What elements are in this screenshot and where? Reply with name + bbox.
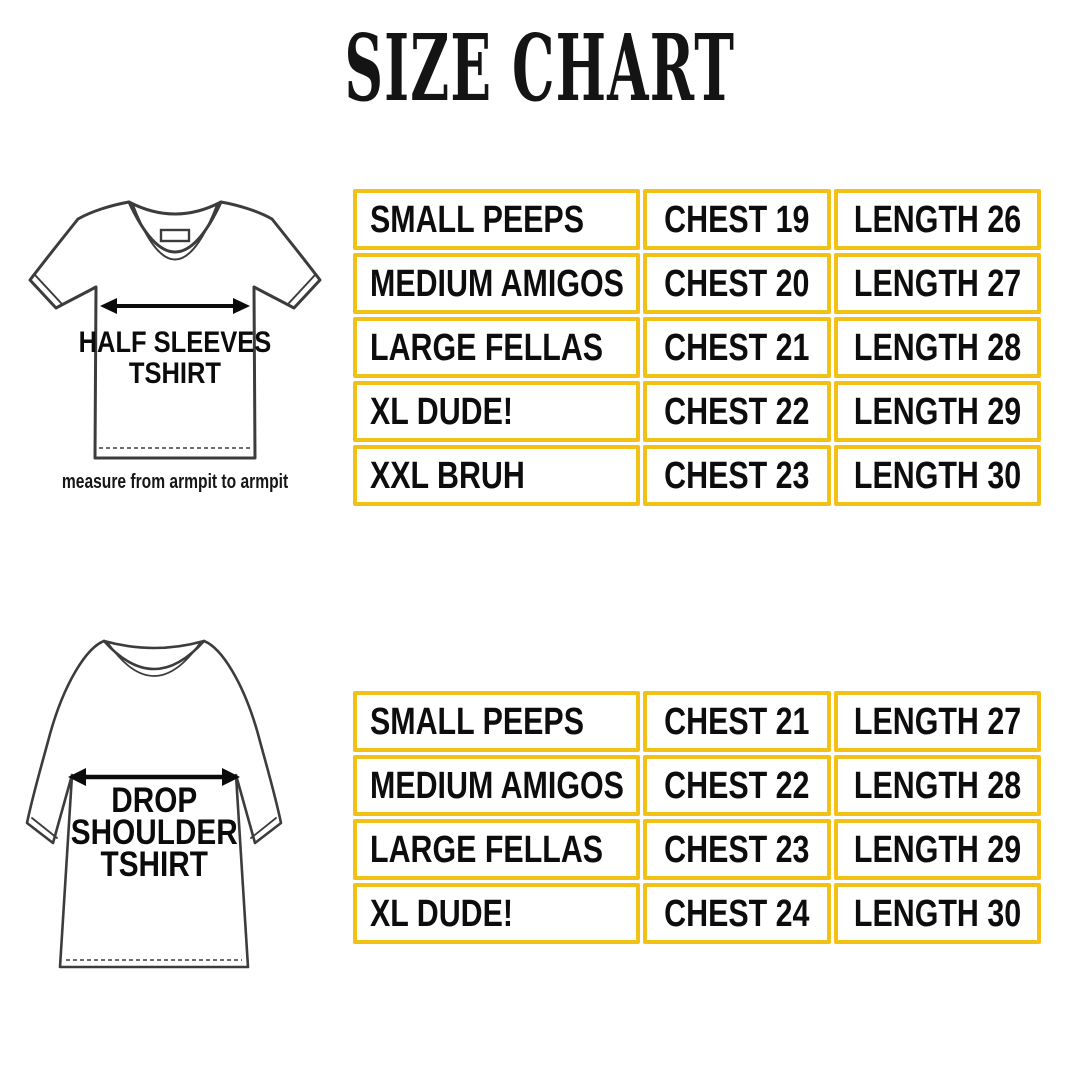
size-row [353,189,1041,250]
half-sleeves-shirt-figure [16,186,334,494]
cell-text: CHEST 23 [664,828,810,871]
chest-cell [643,691,831,752]
cell-text: XL DUDE! [370,892,514,935]
size-row [353,691,1041,752]
size-name-cell [353,691,640,752]
half-sleeves-size-table [353,189,1041,506]
chest-cell [643,317,831,378]
length-cell [834,691,1041,752]
cell-text: SMALL PEEPS [370,198,584,241]
size-name-cell [353,253,640,314]
chest-cell [643,819,831,880]
size-row [353,381,1041,442]
size-row [353,445,1041,506]
chest-cell [643,755,831,816]
half-sleeves-tshirt-icon [16,186,334,464]
size-row [353,819,1041,880]
cell-text: XXL BRUH [370,454,525,497]
size-name-cell [353,445,640,506]
size-row [353,883,1041,944]
drop-shoulder-tshirt-icon [14,614,300,990]
cell-text: CHEST 21 [664,700,810,743]
measure-caption-text: measure from armpit to armpit [61,471,289,493]
cell-text: CHEST 22 [664,764,810,807]
chest-cell [643,381,831,442]
drop-shoulder-shirt-figure [14,614,300,995]
cell-text: LENGTH 30 [853,454,1022,497]
cell-text: LENGTH 29 [853,390,1022,433]
cell-text: CHEST 21 [664,326,810,369]
shirt-type-label-line2: SHOULDER [70,812,238,852]
size-row [353,755,1041,816]
chest-cell [643,189,831,250]
cell-text: MEDIUM AMIGOS [370,262,624,305]
shirt-type-label-line1: HALF SLEEVES [78,325,272,359]
size-row [353,317,1041,378]
length-cell [834,189,1041,250]
measure-caption [16,471,334,494]
cell-text: LARGE FELLAS [370,326,604,369]
length-cell [834,445,1041,506]
cell-text: LENGTH 29 [853,828,1022,871]
cell-text: LARGE FELLAS [370,828,604,871]
size-row [353,253,1041,314]
cell-text: CHEST 24 [664,892,810,935]
drop-shoulder-size-table [353,691,1041,944]
size-name-cell [353,317,640,378]
size-name-cell [353,755,640,816]
size-name-cell [353,189,640,250]
chest-cell [643,253,831,314]
cell-text: LENGTH 26 [853,198,1022,241]
length-cell [834,755,1041,816]
cell-text: CHEST 22 [664,390,810,433]
length-cell [834,253,1041,314]
size-name-cell [353,381,640,442]
size-name-cell [353,883,640,944]
size-name-cell [353,819,640,880]
cell-text: LENGTH 28 [853,326,1022,369]
cell-text: MEDIUM AMIGOS [370,764,624,807]
shirt-type-label-line3: TSHIRT [100,844,208,884]
page-title-text: SIZE CHART [344,14,736,122]
shirt-type-label-line1: DROP [111,780,198,820]
page-title [0,14,1080,122]
cell-text: CHEST 20 [664,262,810,305]
length-cell [834,381,1041,442]
chest-cell [643,883,831,944]
length-cell [834,819,1041,880]
cell-text: LENGTH 27 [853,700,1022,743]
cell-text: LENGTH 28 [853,764,1022,807]
cell-text: LENGTH 27 [853,262,1022,305]
cell-text: LENGTH 30 [853,892,1022,935]
cell-text: SMALL PEEPS [370,700,584,743]
shirt-type-label-line2: TSHIRT [128,356,221,390]
cell-text: CHEST 19 [664,198,810,241]
length-cell [834,317,1041,378]
cell-text: CHEST 23 [664,454,810,497]
length-cell [834,883,1041,944]
cell-text: XL DUDE! [370,390,514,433]
chest-cell [643,445,831,506]
